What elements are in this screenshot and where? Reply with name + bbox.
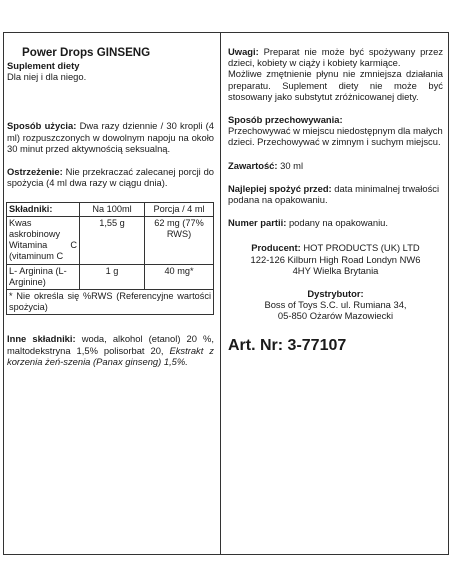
lot-section xyxy=(228,217,443,228)
other-ingredients-section xyxy=(7,333,214,367)
table-footnote: * Nie określa się %RWS (Referencyjne wartości spożycia) xyxy=(7,290,214,315)
table-cell: Kwas askrobinowy Witamina C (vitaminum C xyxy=(7,217,80,265)
other-ingredients-label: Inne składniki: xyxy=(7,333,76,345)
warning-section xyxy=(7,166,214,188)
ingredients-table xyxy=(6,202,214,315)
distributor-line1: Boss of Toys S.C. ul. Rumiana 34, xyxy=(264,299,407,311)
best-before-section xyxy=(228,183,443,205)
product-title: Power Drops GINSENG xyxy=(22,46,151,59)
table-header-row xyxy=(7,203,214,217)
table-cell: 62 mg (77% RWS) xyxy=(145,217,214,265)
table-cell: 40 mg* xyxy=(145,265,214,290)
table-header-cell: Składniki: xyxy=(7,203,80,217)
best-before-text: data minimalnej trwałości podana na opakowaniu. xyxy=(228,182,440,206)
producer-line3: 4HY Wielka Brytania xyxy=(292,264,379,276)
notes-label: Uwagi: xyxy=(228,46,259,57)
distributor-line2: 05-850 Ożarów Mazowiecki xyxy=(277,310,394,322)
table-row xyxy=(7,217,214,265)
notes-text: Preparat nie może być spożywany przez dzieci, kobiety w ciąży i kobiety karmiące. xyxy=(228,46,444,69)
producer-label: Producent: xyxy=(251,242,301,254)
usage-text: Dwa razy dziennie / 30 kropli (4 ml) rozpuszczonych w dowolnym napoju na około 30 minut przed aktywnością seksualną. xyxy=(7,120,215,154)
warning-label: Ostrzeżenie: xyxy=(7,166,63,178)
distributor-label: Dystrybutor: xyxy=(307,288,364,300)
table-cell: 1 g xyxy=(80,265,145,290)
column-divider xyxy=(220,32,221,555)
table-cell: L- Arginina (L-Arginine) xyxy=(7,265,80,290)
product-subtitle: Suplement diety xyxy=(7,60,80,71)
table-row xyxy=(7,265,214,290)
warning-text: Nie przekraczać zalecanej porcji do spożycia (4 ml dwa razy w ciągu dnia). xyxy=(7,166,214,189)
best-before-label: Najlepiej spożyć przed: xyxy=(228,182,332,194)
article-number: Art. Nr: 3-77107 xyxy=(228,336,347,354)
notes-text-2: Możliwe zmętnienie płynu nie zmniejsza działania preparatu. Suplement diety nie może być stosowany jako substytut zróżnicowanej diety. xyxy=(228,68,443,102)
notes-section xyxy=(228,46,443,68)
usage-section xyxy=(7,120,214,154)
left-column xyxy=(7,46,214,367)
table-row xyxy=(7,290,214,315)
producer-line2: 122-126 Kilburn High Road Londyn NW6 xyxy=(250,253,421,265)
storage-label: Sposób przechowywania: xyxy=(228,114,343,126)
producer-section xyxy=(228,242,443,253)
ginseng-extract-text: Ekstrakt z korzenia żeń-szenia (Panax ginseng) 1,5%. xyxy=(7,344,214,367)
other-ingredients-text: woda, alkohol (etanol) 20 %, maltodekstryna 1,5% polisorbat 20, xyxy=(7,333,215,356)
content-label: Zawartość: xyxy=(228,159,278,171)
content-section xyxy=(228,160,443,171)
lot-text: podany na opakowaniu. xyxy=(288,217,388,229)
lot-label: Numer partii: xyxy=(228,217,287,229)
content-value: 30 ml xyxy=(280,159,304,171)
table-header-cell: Porcja / 4 ml xyxy=(145,203,214,217)
table-header-cell: Na 100ml xyxy=(80,203,145,217)
producer-line1: HOT PRODUCTS (UK) LTD xyxy=(303,242,420,254)
table-cell: 1,55 g xyxy=(80,217,145,265)
right-column xyxy=(228,46,443,356)
target-audience: Dla niej i dla niego. xyxy=(7,71,87,83)
usage-label: Sposób użycia: xyxy=(7,120,77,132)
storage-text: Przechowywać w miejscu niedostępnym dla małych dzieci. Przechowywać w zimnym i suchym miejscu. xyxy=(228,125,443,148)
